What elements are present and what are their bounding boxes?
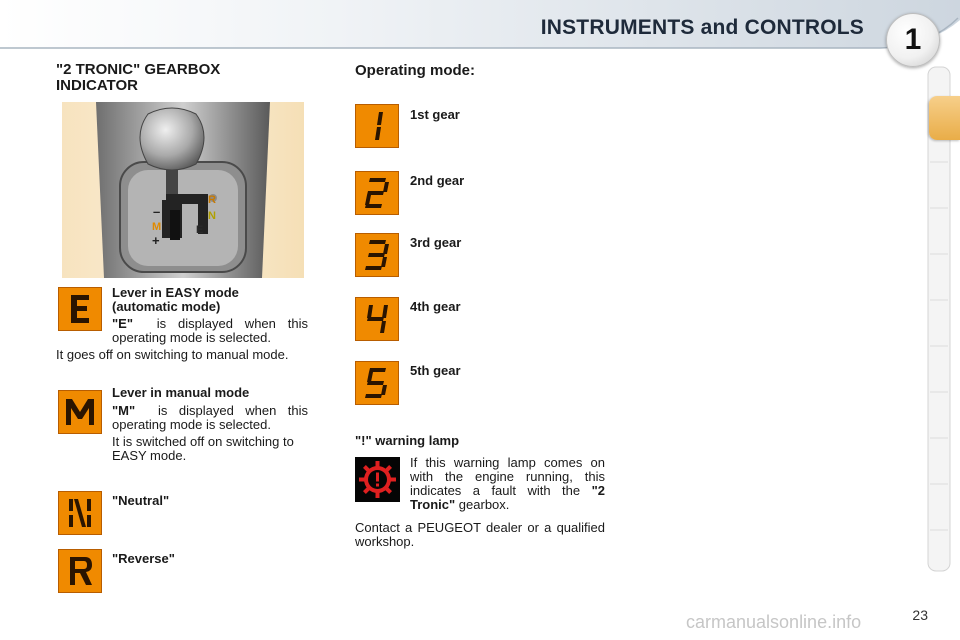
reverse-label: "Reverse" <box>112 551 175 566</box>
chapter-badge <box>886 13 940 67</box>
gear-3-label: 3rd gear <box>410 235 462 250</box>
lever-plus-label: + <box>152 233 160 248</box>
section-title-operating-mode: Operating mode: <box>355 62 476 79</box>
easy-mode-text: is displayed when this operating mode is selected. <box>112 316 308 345</box>
gear-1-indicator-icon <box>355 104 399 148</box>
chapter-title: INSTRUMENTS and CONTROLS <box>540 16 864 39</box>
watermark: carmanualsonline.info <box>686 612 862 632</box>
gearbox-warning-icon <box>355 457 400 502</box>
manual-mode-description <box>112 404 308 432</box>
gear-lever-photo <box>62 102 304 278</box>
warning-lamp-heading: "!" warning lamp <box>355 433 460 448</box>
neutral-label: "Neutral" <box>112 493 170 508</box>
warning-lamp-brand: "2 Tronic" <box>410 483 605 512</box>
easy-mode-indicator-icon <box>58 287 102 331</box>
page-number: 23 <box>912 607 928 623</box>
manual-mode-indicator-icon <box>58 390 102 434</box>
warning-lamp-text: If this warning lamp comes on with the engine running, this indicates a fault with the <box>410 455 605 498</box>
gear-1-label: 1st gear <box>410 107 460 122</box>
manual-mode-note: It is switched off on switching to EASY mode. <box>112 434 294 463</box>
active-chapter-tab <box>929 96 960 140</box>
lever-n-label: N <box>208 210 216 222</box>
gear-4-indicator-icon <box>355 297 399 341</box>
easy-mode-heading: Lever in EASY mode (automatic mode) <box>112 285 239 314</box>
gear-5-label: 5th gear <box>410 363 461 378</box>
gear-2-indicator-icon <box>355 171 399 215</box>
chapter-number: 1 <box>904 23 922 56</box>
gear-3-indicator-icon <box>355 233 399 277</box>
gear-4-label: 4th gear <box>410 299 461 314</box>
warning-lamp-text-end: gearbox. <box>458 497 510 512</box>
chapter-tab-strip <box>927 66 951 572</box>
gear-5-indicator-icon <box>355 361 399 405</box>
lever-minus-label: – <box>153 204 161 219</box>
manual-mode-code: "M" <box>112 403 136 418</box>
lever-r-label: R <box>208 194 216 206</box>
warning-lamp-description <box>410 456 605 512</box>
gear-2-label: 2nd gear <box>410 173 465 188</box>
reverse-indicator-icon <box>58 549 102 593</box>
manual-mode-heading: Lever in manual mode <box>112 385 250 400</box>
easy-mode-description <box>112 317 308 345</box>
lever-e-label: E <box>196 224 204 236</box>
easy-mode-code: "E" <box>112 316 133 331</box>
easy-mode-note: It goes off on switching to manual mode. <box>56 347 289 362</box>
warning-lamp-contact: Contact a PEUGEOT dealer or a qualified workshop. <box>355 520 605 549</box>
lever-m-label: M <box>152 221 162 233</box>
section-title-gearbox-indicator: "2 TRONIC" GEARBOX INDICATOR <box>56 61 221 94</box>
manual-mode-text: is displayed when this operating mode is selected. <box>112 403 308 432</box>
neutral-indicator-icon <box>58 491 102 535</box>
